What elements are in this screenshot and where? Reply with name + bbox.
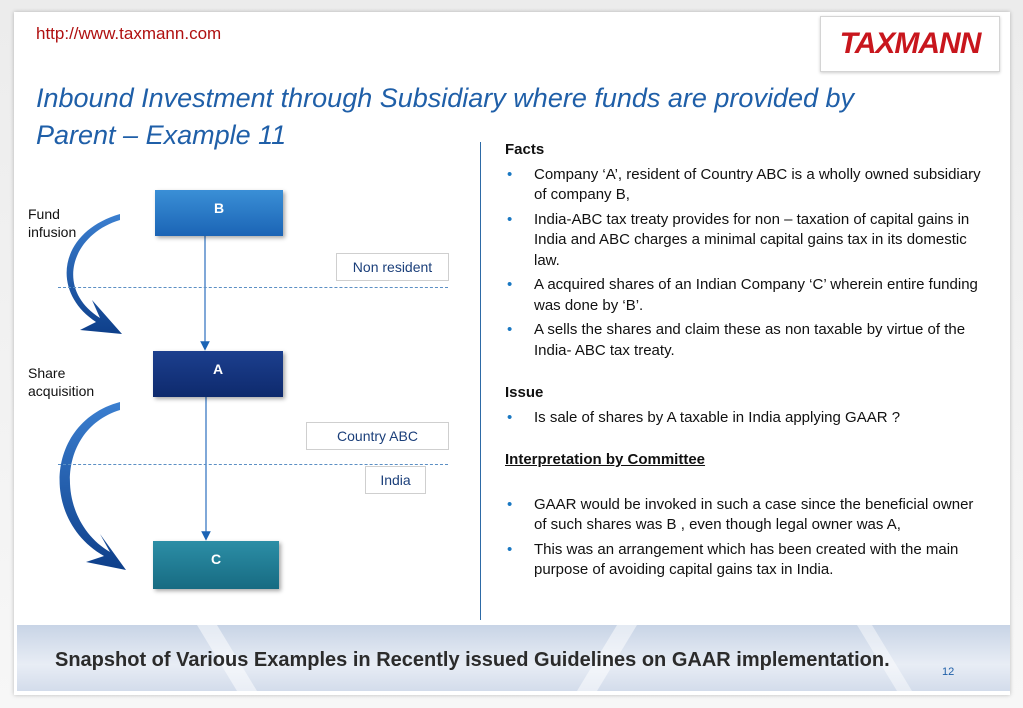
entity-box-a: A <box>153 351 283 397</box>
list-item-text: A acquired shares of an Indian Company ‘C’ wherein entire funding was done by ‘B’. <box>534 276 978 314</box>
issue-list <box>505 408 990 429</box>
title-line-2: Parent – Example 11 <box>36 120 287 150</box>
fund-label-line-2: infusion <box>28 224 77 240</box>
share-acquisition-label <box>28 364 94 400</box>
interpretation-heading: Interpretation by Committee <box>505 451 706 468</box>
footer-text: Snapshot of Various Examples in Recently issued Guidelines on GAAR implementation. <box>55 649 890 671</box>
bullet-icon: • <box>507 210 513 228</box>
bullet-icon: • <box>507 165 513 183</box>
facts-heading: Facts <box>505 141 545 158</box>
share-label-line-2: acquisition <box>28 383 95 399</box>
facts-list <box>505 165 990 362</box>
non-resident-tag: Non resident <box>336 253 449 281</box>
logo-text: TAXMANN <box>839 27 981 60</box>
issue-heading: Issue <box>505 384 544 401</box>
list-item <box>505 165 990 206</box>
list-item <box>505 408 990 429</box>
list-item <box>505 275 990 316</box>
list-item <box>505 495 990 536</box>
list-item-text: India-ABC tax treaty provides for non – taxation of capital gains in India and ABC charges a minimal capital gains tax in its domestic law. <box>534 210 970 269</box>
bullet-icon: • <box>507 495 513 513</box>
list-item-text: GAAR would be invoked in such a case since the beneficial owner of such shares was B , even though legal owner was A, <box>534 495 974 533</box>
title-line-1: Inbound Investment through Subsidiary where funds are provided by <box>36 83 855 113</box>
list-item-text: Is sale of shares by A taxable in India applying GAAR ? <box>534 408 901 426</box>
share-label-line-1: Share <box>28 365 66 381</box>
list-item <box>505 540 990 581</box>
list-item-text: Company ‘A’, resident of Country ABC is a wholly owned subsidiary of company B, <box>534 165 981 203</box>
entity-box-b: B <box>155 190 283 236</box>
divider-country-india <box>58 464 448 465</box>
entity-box-c: C <box>153 541 279 589</box>
column-divider <box>480 142 481 620</box>
bullet-icon: • <box>507 408 513 426</box>
share-acquisition-curve-arrow <box>60 402 126 570</box>
list-item-text: A sells the shares and claim these as non taxable by virtue of the India- ABC tax treaty. <box>534 321 966 359</box>
list-item <box>505 210 990 272</box>
bullet-icon: • <box>507 321 513 338</box>
bullet-icon: • <box>507 540 513 558</box>
interpretation-list <box>505 495 990 581</box>
list-item <box>505 320 990 361</box>
page-number: 12 <box>942 666 955 678</box>
country-abc-tag: Country ABC <box>306 422 449 450</box>
website-url: http://www.taxmann.com <box>36 24 222 43</box>
text-panel <box>505 140 990 585</box>
list-item-text: This was an arrangement which has been created with the main purpose of avoiding capital gains tax in India. <box>534 540 959 578</box>
india-tag: India <box>365 466 426 494</box>
divider-non-resident <box>58 287 448 288</box>
bullet-icon: • <box>507 276 513 293</box>
footer-banner <box>17 625 1010 691</box>
fund-infusion-label <box>28 205 76 241</box>
fund-label-line-1: Fund <box>28 206 60 222</box>
